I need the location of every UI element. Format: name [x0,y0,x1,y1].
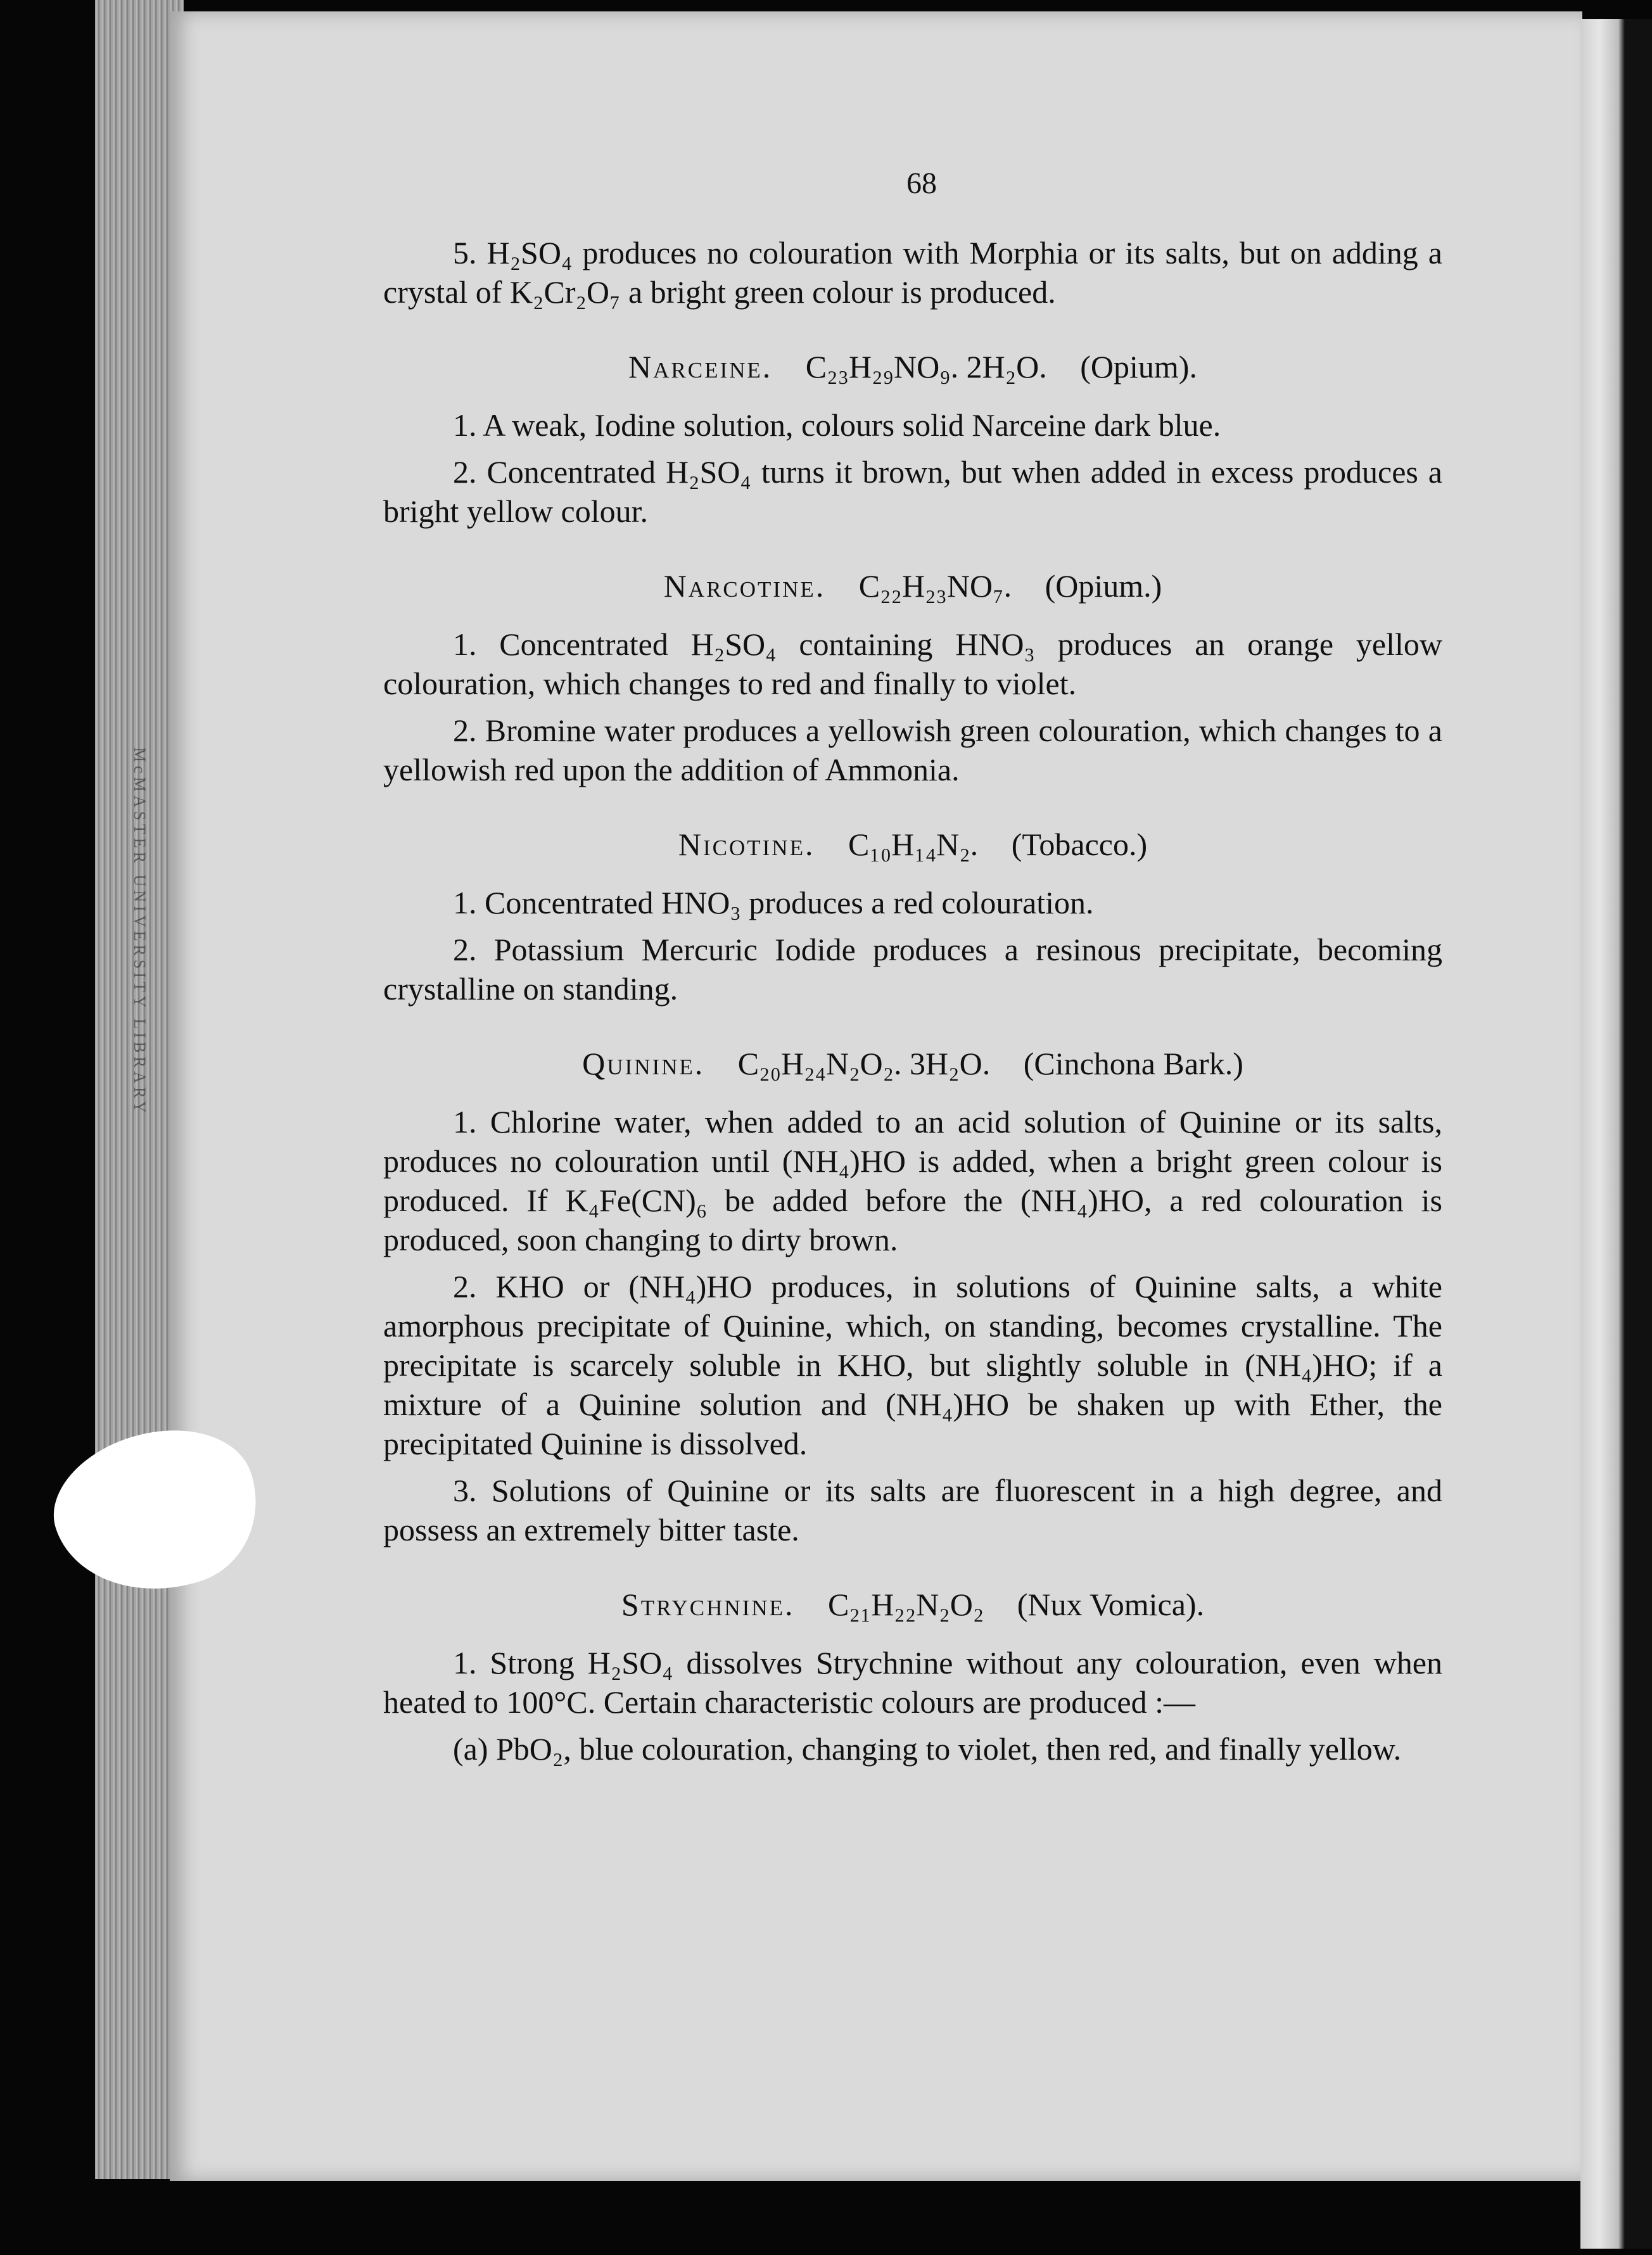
alkaloid-source: (Opium). [1080,349,1197,384]
paragraph-narcotine-2: 2. Bromine water produces a yellowish green colouration, which changes to a yellowish red upon the addition of Ammonia. [383,713,1442,787]
alkaloid-name: Narcotine. [663,568,826,604]
paragraph-narceine-1: 1. A weak, Iodine solution, colours solid Narceine dark blue. [453,407,1221,443]
alkaloid-source: (Cinchona Bark.) [1023,1046,1243,1081]
paragraph-strychnine-1: 1. Strong H₂SO₄ dissolves Strychnine without any colouration, even when heated to 100°C. Certain characteristic colours are produced :— [383,1645,1442,1720]
alkaloid-name: Narceine. [628,349,773,384]
chemical-formula: C₂₂H₂₃NO₇. [858,568,1012,604]
paragraph-nicotine-2: 2. Potassium Mercuric Iodide produces a resinous precipitate, becoming crystalline on standing. [383,932,1442,1007]
chemical-formula: C₂₁H₂₂N₂O₂ [827,1587,984,1622]
chemical-formula: C₁₀H₁₄N₂. [848,827,979,862]
heading-nicotine [383,825,1442,864]
paragraph-strychnine-a: (a) PbO₂, blue colouration, changing to violet, then red, and finally yellow. [453,1731,1402,1767]
heading-narcotine [383,566,1442,606]
paragraph-narcotine-1: 1. Concentrated H₂SO₄ containing HNO₃ produces an orange yellow colouration, which changes to red and finally to violet. [383,626,1442,701]
paragraph-quinine-3: 3. Solutions of Quinine or its salts are fluorescent in a high degree, and possess an extremely bitter taste. [383,1473,1442,1547]
page-text [383,233,1442,1776]
alkaloid-source: (Nux Vomica). [1017,1587,1205,1622]
alkaloid-source: (Opium.) [1045,568,1162,604]
heading-narceine [383,347,1442,386]
next-page-edge [1580,19,1652,2249]
alkaloid-name: Quinine. [582,1046,705,1081]
paragraph-quinine-1: 1. Chlorine water, when added to an acid solution of Quinine or its salts, produces no colouration until (NH₄)HO is added, when a bright green colour is produced. If K₄Fe(CN)₆ be added before the (NH₄)HO, a red colouration is produced, soon changing to dirty brown. [383,1104,1442,1257]
alkaloid-name: Strychnine. [621,1587,795,1622]
heading-strychnine [383,1585,1442,1624]
paragraph-morphia-5: 5. H₂SO₄ produces no colouration with Morphia or its salts, but on adding a crystal of K₂Cr₂O₇ a bright green colour is produced. [383,235,1442,310]
page-number: 68 [906,167,937,200]
chemical-formula: C₂₃H₂₉NO₉. 2H₂O. [805,349,1047,384]
paragraph-narceine-2: 2. Concentrated H₂SO₄ turns it brown, but when added in excess produces a bright yellow colour. [383,454,1442,529]
heading-quinine [383,1044,1442,1083]
paragraph-quinine-2: 2. KHO or (NH₄)HO produces, in solutions of Quinine salts, a white amorphous precipitate of Quinine, which, on standing, becomes crystalline. The precipitate is scarcely soluble in KHO, but slightly soluble in (NH₄)HO; if a mixture of a Quinine solution and (NH₄)HO be shaken up with Ether, the precipitated Quinine is dissolved. [383,1269,1442,1461]
alkaloid-source: (Tobacco.) [1011,827,1148,862]
paragraph-nicotine-1: 1. Concentrated HNO₃ produces a red colouration. [453,885,1094,920]
chemical-formula: C₂₀H₂₄N₂O₂. 3H₂O. [737,1046,991,1081]
alkaloid-name: Nicotine. [678,827,815,862]
library-stamp: McMASTER UNIVERSITY LIBRARY [130,747,149,1117]
